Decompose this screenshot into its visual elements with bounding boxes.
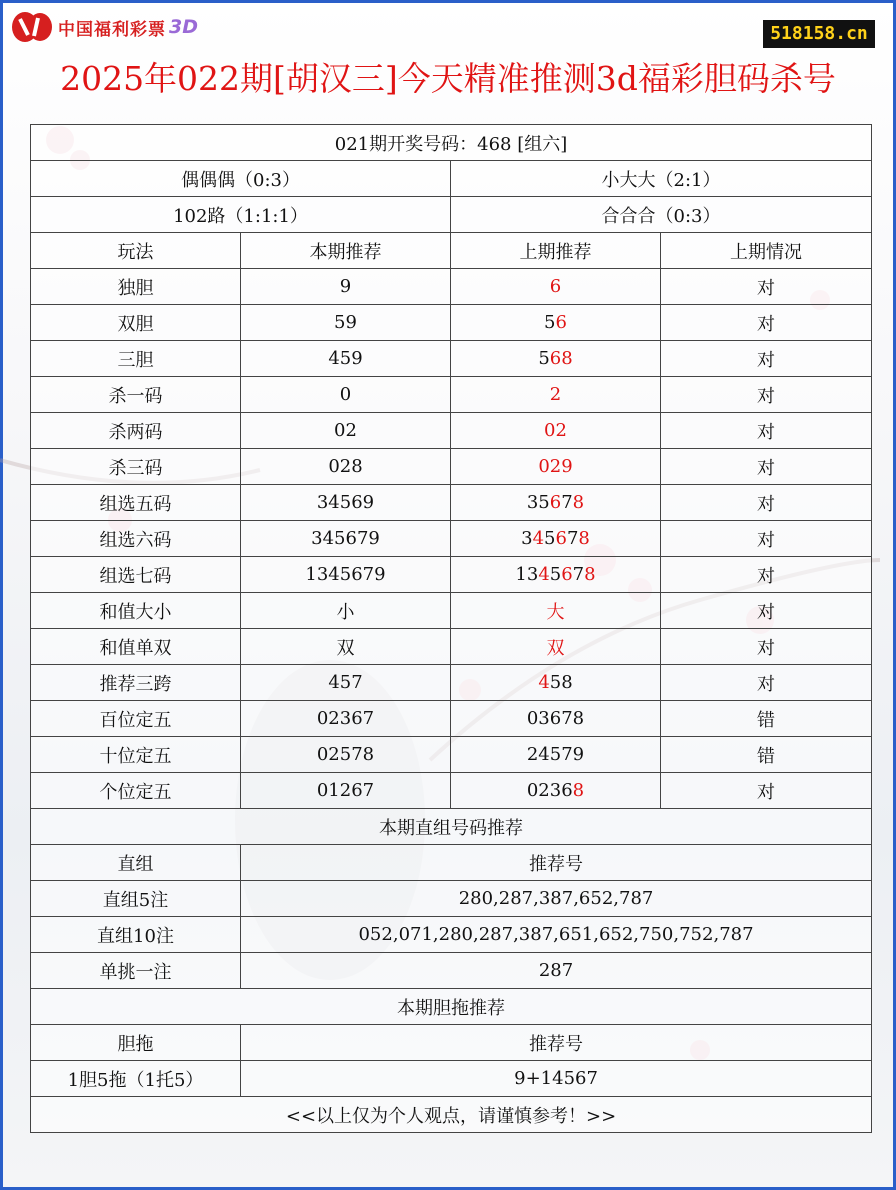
previous-pick bbox=[451, 449, 661, 485]
play-name: 三胆 bbox=[31, 341, 241, 377]
previous-pick bbox=[451, 629, 661, 665]
previous-status: 对 bbox=[661, 341, 872, 377]
note-row bbox=[31, 1097, 872, 1133]
site-badge[interactable]: 518158.cn bbox=[763, 20, 875, 48]
prediction-row bbox=[31, 521, 872, 557]
hit-digits: 4 bbox=[538, 672, 550, 693]
draw-result-row bbox=[31, 125, 872, 161]
current-pick: 9 bbox=[241, 269, 451, 305]
previous-pick bbox=[451, 737, 661, 773]
direct-value: 280,287,387,652,787 bbox=[241, 881, 872, 917]
direct-section-row bbox=[31, 809, 872, 845]
previous-pick bbox=[451, 341, 661, 377]
previous-status: 对 bbox=[661, 665, 872, 701]
play-name: 双胆 bbox=[31, 305, 241, 341]
previous-pick bbox=[451, 305, 661, 341]
direct-label: 单挑一注 bbox=[31, 953, 241, 989]
dantuo-header-row bbox=[31, 1025, 872, 1061]
play-name: 杀三码 bbox=[31, 449, 241, 485]
column-header: 胆拖 bbox=[31, 1025, 241, 1061]
dantuo-value: 9+14567 bbox=[241, 1061, 872, 1097]
hit-digits: 大 bbox=[546, 601, 565, 623]
prediction-row bbox=[31, 701, 872, 737]
prediction-row bbox=[31, 629, 872, 665]
current-pick: 028 bbox=[241, 449, 451, 485]
dantuo-section-row bbox=[31, 989, 872, 1025]
direct-label: 直组10注 bbox=[31, 917, 241, 953]
play-name: 组选六码 bbox=[31, 521, 241, 557]
pattern-row bbox=[31, 161, 872, 197]
dantuo-section-title: 本期胆拖推荐 bbox=[31, 989, 872, 1025]
hit-digits: 8 bbox=[578, 528, 590, 549]
previous-status: 对 bbox=[661, 269, 872, 305]
prediction-row bbox=[31, 413, 872, 449]
column-header: 玩法 bbox=[31, 233, 241, 269]
previous-status: 对 bbox=[661, 377, 872, 413]
column-header: 上期情况 bbox=[661, 233, 872, 269]
miss-digits: 3 bbox=[521, 528, 533, 549]
previous-pick bbox=[451, 593, 661, 629]
current-pick: 0 bbox=[241, 377, 451, 413]
current-pick: 双 bbox=[241, 629, 451, 665]
play-name: 组选五码 bbox=[31, 485, 241, 521]
miss-digits: 0236 bbox=[526, 780, 573, 801]
disclaimer-note: <<以上仅为个人观点，请谨慎参考！>> bbox=[31, 1097, 872, 1133]
miss-digits: 5 bbox=[549, 564, 562, 585]
play-name: 和值单双 bbox=[31, 629, 241, 665]
column-header: 推荐号 bbox=[241, 1025, 872, 1061]
previous-pick bbox=[451, 521, 661, 557]
direct-row bbox=[31, 953, 872, 989]
current-pick: 小 bbox=[241, 593, 451, 629]
previous-pick bbox=[451, 377, 661, 413]
play-name: 杀两码 bbox=[31, 413, 241, 449]
hit-digits: 6 bbox=[555, 528, 567, 549]
prediction-row bbox=[31, 593, 872, 629]
hit-digits: 8 bbox=[584, 564, 596, 585]
column-header: 推荐号 bbox=[241, 845, 872, 881]
previous-status: 对 bbox=[661, 629, 872, 665]
current-pick: 02578 bbox=[241, 737, 451, 773]
miss-digits: 7 bbox=[561, 492, 573, 513]
miss-digits: 5 bbox=[544, 528, 556, 549]
miss-digits: 35 bbox=[526, 492, 550, 513]
hit-digits: 双 bbox=[546, 637, 565, 659]
lottery-logo-icon bbox=[10, 10, 54, 44]
direct-row bbox=[31, 917, 872, 953]
direct-header-row bbox=[31, 845, 872, 881]
lottery-logo bbox=[10, 10, 198, 44]
direct-label: 直组5注 bbox=[31, 881, 241, 917]
prediction-row bbox=[31, 485, 872, 521]
previous-status: 错 bbox=[661, 701, 872, 737]
play-name: 独胆 bbox=[31, 269, 241, 305]
miss-digits: 03678 bbox=[526, 708, 585, 729]
miss-digits: 58 bbox=[549, 672, 573, 693]
current-pick: 01267 bbox=[241, 773, 451, 809]
previous-status: 对 bbox=[661, 521, 872, 557]
logo-text: 中国福利彩票 bbox=[58, 19, 166, 40]
hit-digits: 029 bbox=[538, 456, 573, 477]
play-name: 百位定五 bbox=[31, 701, 241, 737]
play-name: 十位定五 bbox=[31, 737, 241, 773]
route-pattern: 102路（1:1:1） bbox=[31, 197, 451, 233]
previous-pick bbox=[451, 557, 661, 593]
previous-status: 对 bbox=[661, 485, 872, 521]
hit-digits: 6 bbox=[561, 564, 573, 585]
size-pattern: 小大大（2:1） bbox=[451, 161, 872, 197]
hit-digits: 8 bbox=[572, 492, 585, 513]
previous-status: 对 bbox=[661, 305, 872, 341]
previous-status: 对 bbox=[661, 449, 872, 485]
direct-section-title: 本期直组号码推荐 bbox=[31, 809, 872, 845]
column-header: 直组 bbox=[31, 845, 241, 881]
miss-digits: 7 bbox=[572, 564, 585, 585]
direct-value: 052,071,280,287,387,651,652,750,752,787 bbox=[241, 917, 872, 953]
prediction-row bbox=[31, 305, 872, 341]
direct-row bbox=[31, 881, 872, 917]
prediction-row bbox=[31, 341, 872, 377]
prediction-row bbox=[31, 449, 872, 485]
current-pick: 02367 bbox=[241, 701, 451, 737]
current-pick: 459 bbox=[241, 341, 451, 377]
current-pick: 59 bbox=[241, 305, 451, 341]
prediction-row bbox=[31, 665, 872, 701]
hit-digits: 68 bbox=[549, 348, 573, 369]
hit-digits: 6 bbox=[555, 312, 567, 333]
column-header: 上期推荐 bbox=[451, 233, 661, 269]
previous-status: 对 bbox=[661, 593, 872, 629]
previous-status: 对 bbox=[661, 773, 872, 809]
miss-digits: 24579 bbox=[526, 744, 585, 765]
previous-pick bbox=[451, 485, 661, 521]
previous-pick bbox=[451, 773, 661, 809]
route-row bbox=[31, 197, 872, 233]
dantuo-label: 1胆5拖（1托5） bbox=[31, 1061, 241, 1097]
current-pick: 345679 bbox=[241, 521, 451, 557]
miss-digits: 7 bbox=[566, 528, 579, 549]
hit-digits: 6 bbox=[549, 276, 562, 297]
current-pick: 457 bbox=[241, 665, 451, 701]
prediction-table bbox=[30, 124, 872, 1133]
play-name: 组选七码 bbox=[31, 557, 241, 593]
previous-status: 对 bbox=[661, 413, 872, 449]
prime-pattern: 合合合（0:3） bbox=[451, 197, 872, 233]
hit-digits: 4 bbox=[538, 564, 550, 585]
draw-result: 021期开奖号码：468 [组六] bbox=[31, 125, 872, 161]
miss-digits: 13 bbox=[515, 564, 539, 585]
current-pick: 02 bbox=[241, 413, 451, 449]
hit-digits: 6 bbox=[549, 492, 562, 513]
play-name: 和值大小 bbox=[31, 593, 241, 629]
miss-digits: 5 bbox=[538, 348, 550, 369]
prediction-row bbox=[31, 377, 872, 413]
miss-digits: 5 bbox=[544, 312, 556, 333]
hit-digits: 8 bbox=[572, 780, 585, 801]
prediction-row bbox=[31, 557, 872, 593]
column-header-row bbox=[31, 233, 872, 269]
logo-3d-text: 3D bbox=[169, 16, 198, 38]
parity-pattern: 偶偶偶（0:3） bbox=[31, 161, 451, 197]
hit-digits: 4 bbox=[532, 528, 545, 549]
page-title: 2025年022期[胡汉三]今天精准推测3d福彩胆码杀号 bbox=[60, 59, 836, 98]
column-header: 本期推荐 bbox=[241, 233, 451, 269]
current-pick: 1345679 bbox=[241, 557, 451, 593]
previous-pick bbox=[451, 413, 661, 449]
previous-status: 错 bbox=[661, 737, 872, 773]
play-name: 推荐三跨 bbox=[31, 665, 241, 701]
play-name: 个位定五 bbox=[31, 773, 241, 809]
prediction-row bbox=[31, 737, 872, 773]
previous-pick bbox=[451, 269, 661, 305]
prediction-row bbox=[31, 269, 872, 305]
play-name: 杀一码 bbox=[31, 377, 241, 413]
hit-digits: 02 bbox=[544, 420, 567, 441]
prediction-row bbox=[31, 773, 872, 809]
hit-digits: 2 bbox=[549, 384, 562, 405]
direct-value: 287 bbox=[241, 953, 872, 989]
dantuo-row bbox=[31, 1061, 872, 1097]
previous-status: 对 bbox=[661, 557, 872, 593]
previous-pick bbox=[451, 665, 661, 701]
previous-pick bbox=[451, 701, 661, 737]
current-pick: 34569 bbox=[241, 485, 451, 521]
